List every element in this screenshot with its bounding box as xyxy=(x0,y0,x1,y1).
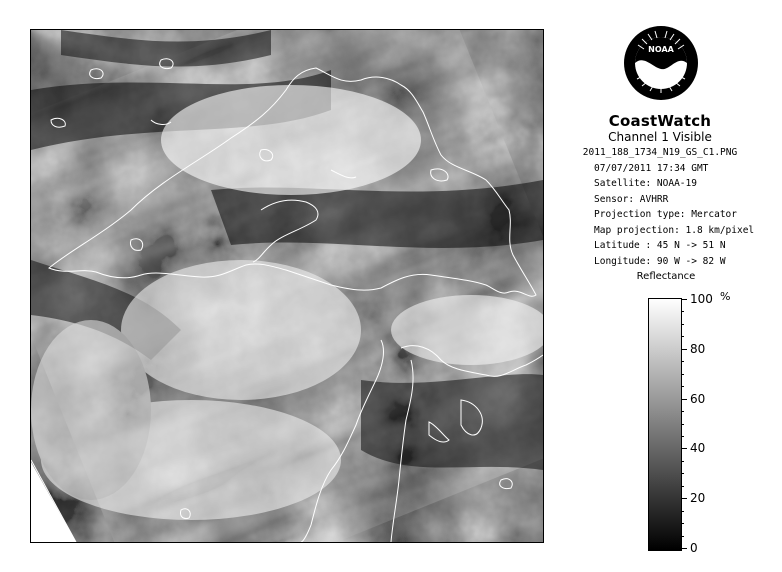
latitude-range: Latitude : 45 N -> 51 N xyxy=(594,240,726,251)
colorbar-minor-tick xyxy=(681,424,684,425)
satellite-image-svg xyxy=(31,30,543,542)
colorbar-major-tick xyxy=(681,299,687,300)
colorbar-major-tick xyxy=(681,498,687,499)
longitude-range: Longitude: 90 W -> 82 W xyxy=(594,255,726,267)
colorbar-minor-tick xyxy=(681,511,684,512)
colorbar-major-tick xyxy=(681,349,687,350)
colorbar-minor-tick xyxy=(681,473,684,474)
scale-unit: % xyxy=(720,290,731,303)
colorbar-tick-label: 40 xyxy=(690,441,706,455)
colorbar-tick-label: 20 xyxy=(690,491,706,505)
colorbar-minor-tick xyxy=(681,461,684,462)
logo-center-text: NOAA xyxy=(648,45,674,54)
projection-type: Projection type: Mercator xyxy=(594,209,737,220)
datetime: 07/07/2011 17:34 GMT xyxy=(594,162,709,174)
map-projection: Map projection: 1.8 km/pixel xyxy=(594,224,755,236)
colorbar-tick-label: 60 xyxy=(690,392,706,406)
colorbar-major-tick xyxy=(681,548,687,549)
colorbar-tick-label: 100 xyxy=(690,292,713,306)
colorbar-minor-tick xyxy=(681,386,684,387)
satellite: Satellite: NOAA-19 xyxy=(594,178,697,189)
colorbar-minor-tick xyxy=(681,324,684,325)
noaa-logo-icon xyxy=(622,19,700,107)
colorbar-minor-tick xyxy=(681,336,684,337)
colorbar-major-tick xyxy=(681,399,687,400)
colorbar-major-tick xyxy=(681,448,687,449)
satellite-image xyxy=(30,29,544,543)
colorbar-tick-label: 80 xyxy=(690,342,706,356)
reflectance-colorbar xyxy=(648,298,682,551)
colorbar-minor-tick xyxy=(681,361,684,362)
brand-title: CoastWatch xyxy=(608,112,712,130)
info-panel xyxy=(560,112,760,269)
colorbar-tick-label: 0 xyxy=(690,541,698,555)
filename: 2011_188_1734_N19_GS_C1.PNG xyxy=(582,147,738,158)
colorbar-minor-tick xyxy=(681,411,684,412)
colorbar-minor-tick xyxy=(681,311,684,312)
colorbar-minor-tick xyxy=(681,436,684,437)
colorbar-minor-tick xyxy=(681,486,684,487)
noaa-logo xyxy=(622,19,700,107)
colorbar-minor-tick xyxy=(681,536,684,537)
scale-title: Reflectance xyxy=(636,271,696,282)
colorbar-minor-tick xyxy=(681,523,684,524)
channel-label: Channel 1 Visible xyxy=(608,130,712,144)
sensor: Sensor: AVHRR xyxy=(594,193,669,205)
colorbar-minor-tick xyxy=(681,374,684,375)
